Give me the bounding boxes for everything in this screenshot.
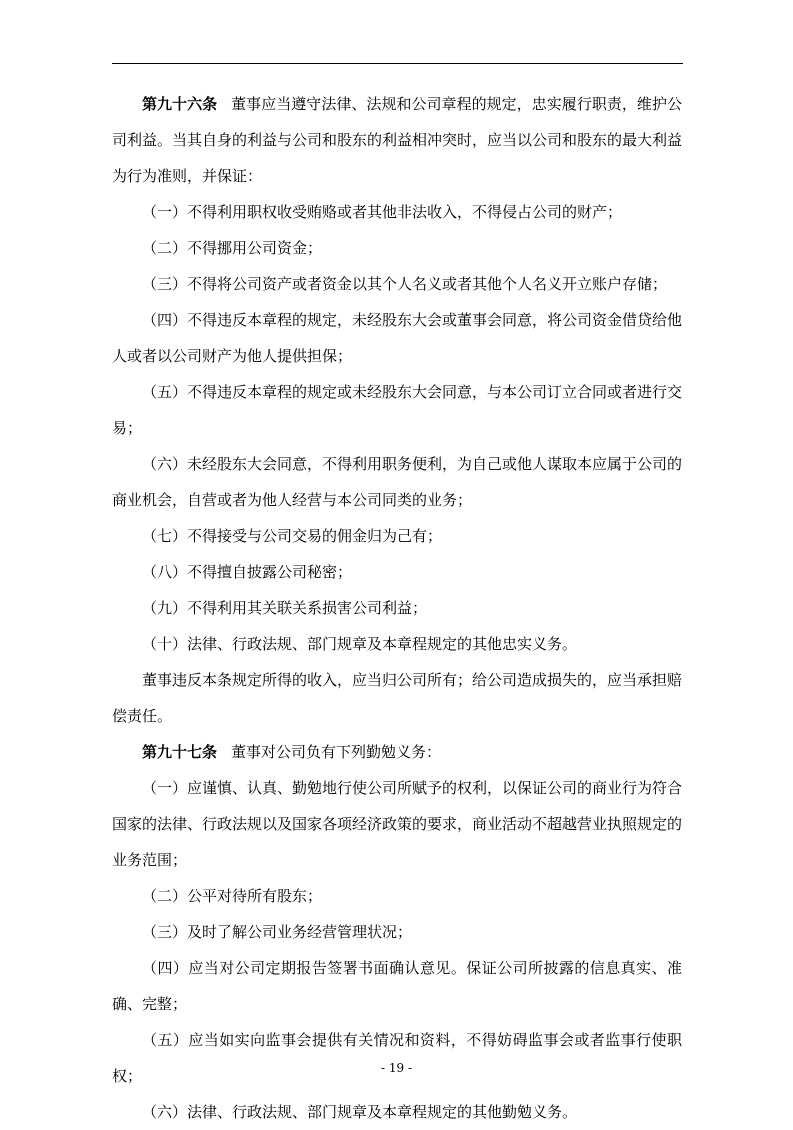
article-97-item-2: （二）公平对待所有股东； (142, 887, 323, 905)
article-97-item-4: （四）应当对公司定期报告签署书面确认意见。保证公司所披露的信息真实、准确、完整； (112, 959, 682, 1013)
article-96-intro (112, 86, 682, 194)
article-96-item-9: （九）不得利用其关联关系损害公司利益； (142, 599, 428, 617)
article-96-closing: 董事违反本条规定所得的收入，应当归公司所有；给公司造成损失的，应当承担赔偿责任。 (112, 671, 683, 725)
article-96-item-7: （七）不得接受与公司交易的佣金归为己有； (142, 527, 443, 545)
document-body (112, 86, 682, 1130)
article-96-item-5: （五）不得违反本章程的规定或未经股东大会同意，与本公司订立合同或者进行交易； (112, 383, 683, 437)
article-97-intro (112, 734, 682, 770)
article-96-item-10: （十）法律、行政法规、部门规章及本章程规定的其他忠实义务。 (142, 635, 578, 653)
article-97-title: 第九十七条 (142, 743, 218, 761)
article-96-item-6: （六）未经股东大会同意，不得利用职务便利，为自己或他人谋取本应属于公司的商业机会，自营或者为他人经营与本公司同类的业务； (112, 455, 683, 509)
article-96-item-8: （八）不得擅自披露公司秘密； (142, 563, 353, 581)
article-97-item-6: （六）法律、行政法规、部门规章及本章程规定的其他勤勉义务。 (142, 1103, 578, 1121)
header-rule (112, 63, 683, 64)
article-96-item-1: （一）不得利用职权收受贿赂或者其他非法收入，不得侵占公司的财产； (142, 203, 623, 221)
article-97-intro-text: 董事对公司负有下列勤勉义务： (231, 743, 442, 761)
page-number: - 19 - (380, 1061, 412, 1075)
article-97-item-5: （五）应当如实向监事会提供有关情况和资料，不得妨碍监事会或者监事行使职权； (112, 1031, 682, 1085)
article-96-item-4: （四）不得违反本章程的规定，未经股东大会或董事会同意，将公司资金借贷给他人或者以公司财产为他人提供担保； (112, 311, 683, 365)
article-96-intro-text: 董事应当遵守法律、法规和公司章程的规定，忠实履行职责，维护公司利益。当其自身的利益与公司和股东的利益相冲突时，应当以公司和股东的最大利益为行为准则，并保证： (112, 95, 683, 185)
article-97-item-3: （三）及时了解公司业务经营管理状况； (142, 923, 413, 941)
article-96-item-3: （三）不得将公司资产或者资金以其个人名义或者其他个人名义开立账户存储； (142, 275, 668, 293)
article-97-item-1: （一）应谨慎、认真、勤勉地行使公司所赋予的权利，以保证公司的商业行为符合国家的法律、行政法规以及国家各项经济政策的要求，商业活动不超越营业执照规定的业务范围； (112, 779, 683, 869)
article-96-item-2: （二）不得挪用公司资金； (142, 239, 323, 257)
article-96-title: 第九十六条 (142, 95, 218, 113)
